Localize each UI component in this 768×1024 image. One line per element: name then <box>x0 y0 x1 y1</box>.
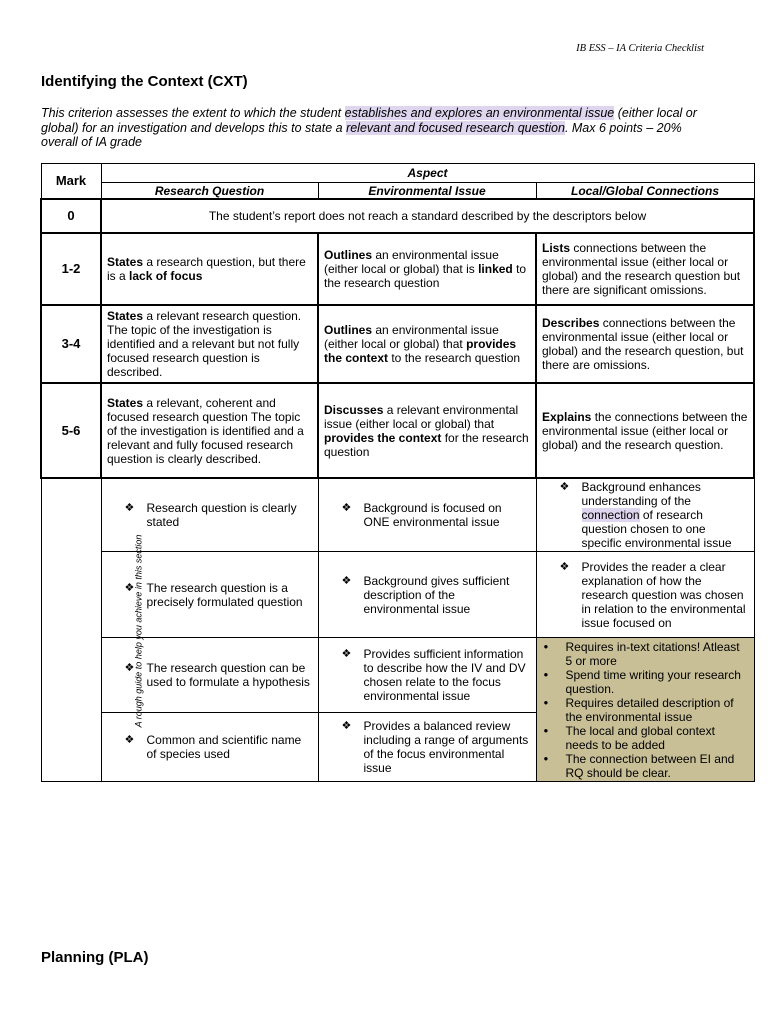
descriptor-cell <box>536 305 754 383</box>
descriptor-cell <box>101 383 318 478</box>
mark-cell: 3-4 <box>41 305 101 383</box>
guide-item: ❖ Provides the reader a clear explanation of how the research question was chosen in relation to the environmental issue focused on <box>560 560 749 630</box>
keyword: provides the context <box>324 430 442 445</box>
keyword: States <box>107 309 144 323</box>
notes-cell <box>536 638 754 782</box>
table-row <box>41 199 754 233</box>
keyword: Outlines <box>324 323 373 337</box>
descriptor-text: an environmental issue (either local or global) that is <box>324 248 499 276</box>
descriptor-text: an environmental issue (either local or global) that <box>324 323 499 351</box>
note-item: ● The local and global context needs to be added <box>542 724 749 752</box>
descriptor-text: the connections between the environmental issue (either local or global) and the research question. <box>542 409 748 452</box>
guide-row <box>41 638 754 713</box>
guide-cell <box>536 478 754 552</box>
descriptor-text: a relevant research question. The topic of the investigation is identified and a relevant but not fully focused research question is described. <box>107 309 302 379</box>
aspect-header: Aspect <box>101 164 754 183</box>
column-header: Local/Global Connections <box>536 183 754 200</box>
descriptor-cell <box>318 305 536 383</box>
guide-item <box>560 480 749 550</box>
keyword: Explains <box>542 409 592 424</box>
guide-highlight: connection <box>581 508 640 522</box>
guide-cell <box>318 552 536 638</box>
keyword: Outlines <box>324 248 373 262</box>
guide-item: ❖ Provides sufficient information to describe how the IV and DV chosen relate to the focus environmental issue <box>342 647 531 703</box>
descriptor-cell <box>101 305 318 383</box>
descriptor-text: for the research question <box>324 430 529 459</box>
table-row <box>41 233 754 305</box>
descriptor-cell <box>318 383 536 478</box>
column-header: Environmental Issue <box>318 183 536 200</box>
keyword: Discusses <box>324 402 384 417</box>
guide-label-text: A rough guide to help you achieve in this section <box>132 534 143 727</box>
intro-text: (either local or global) for an investigation and develops this to state a <box>41 106 697 135</box>
guide-side-label <box>41 478 143 782</box>
table-row <box>41 305 754 383</box>
guide-row <box>41 478 754 552</box>
guide-item: ❖ Research question is clearly stated <box>125 501 313 529</box>
note-item: ● Requires in-text citations! Atleast 5 or more <box>542 640 749 668</box>
descriptor-text: a research question, but there is a <box>107 255 306 283</box>
descriptor-text: connections between the environmental issue (either local or global) and the research question but there are significant omissions. <box>542 241 741 297</box>
mark-cell: 5-6 <box>41 383 101 478</box>
guide-item: ❖ Provides a balanced review including a range of arguments of the focus environmental issue <box>342 719 531 775</box>
descriptor-text: a relevant, coherent and focused research question The topic of the investigation is identified and a relevant and fully focused research question is clearly described. <box>107 395 304 466</box>
table-row <box>41 383 754 478</box>
descriptor-cell <box>536 383 754 478</box>
guide-cell <box>318 478 536 552</box>
note-item: ● Requires detailed description of the environmental issue <box>542 696 749 724</box>
descriptor-text: connections between the environmental issue (either local or global) and the research question, but there are omissions. <box>542 316 744 372</box>
guide-item: ❖ Background gives sufficient description of the environmental issue <box>342 574 531 616</box>
keyword: Describes <box>542 316 600 330</box>
intro-text: This criterion assesses the extent to which the student <box>41 106 345 120</box>
guide-text: of research question chosen to one specific environmental issue <box>581 508 732 550</box>
mark-cell: 0 <box>41 199 101 233</box>
guide-cell <box>536 552 754 638</box>
guide-row <box>41 552 754 638</box>
note-item: ● Spend time writing your research question. <box>542 668 749 696</box>
intro-paragraph <box>41 106 713 150</box>
column-header: Research Question <box>101 183 318 200</box>
guide-item: ❖ Common and scientific name of species used <box>125 733 313 761</box>
criteria-table <box>40 163 755 782</box>
guide-text: Background enhances understanding of the <box>581 480 701 508</box>
keyword: linked <box>478 262 513 276</box>
descriptor-text: to the research question <box>388 351 521 365</box>
mark-header: Mark <box>41 164 101 200</box>
keyword: States <box>107 255 144 269</box>
descriptor-cell <box>101 233 318 305</box>
keyword: lack of focus <box>129 269 203 283</box>
guide-cell <box>318 638 536 713</box>
running-header: IB ESS – IA Criteria Checklist <box>576 43 704 54</box>
keyword: Lists <box>542 241 571 255</box>
next-section-title: Planning (PLA) <box>41 949 149 966</box>
intro-highlight: establishes and explores an environmental issue <box>344 106 615 120</box>
descriptor-cell <box>318 233 536 305</box>
guide-cell <box>318 713 536 782</box>
descriptor-text: a relevant environmental issue (either local or global) that <box>324 402 519 431</box>
guide-item: ❖ The research question can be used to formulate a hypothesis <box>125 661 313 689</box>
keyword: provides the context <box>324 337 517 365</box>
descriptor-text: to the research question <box>324 262 527 290</box>
mark-cell: 1-2 <box>41 233 101 305</box>
intro-text: . Max 6 points – 20% overall of IA grade <box>41 120 682 149</box>
note-item: ● The connection between EI and RQ should be clear. <box>542 752 749 780</box>
guide-item: ❖ The research question is a precisely formulated question <box>125 581 313 609</box>
guide-item: ❖ Background is focused on ONE environmental issue <box>342 501 531 529</box>
keyword: States <box>107 395 144 410</box>
section-title: Identifying the Context (CXT) <box>41 73 248 90</box>
descriptor-cell <box>536 233 754 305</box>
intro-highlight: relevant and focused research question <box>346 120 565 135</box>
descriptor-cell: The student’s report does not reach a standard described by the descriptors below <box>101 199 754 233</box>
